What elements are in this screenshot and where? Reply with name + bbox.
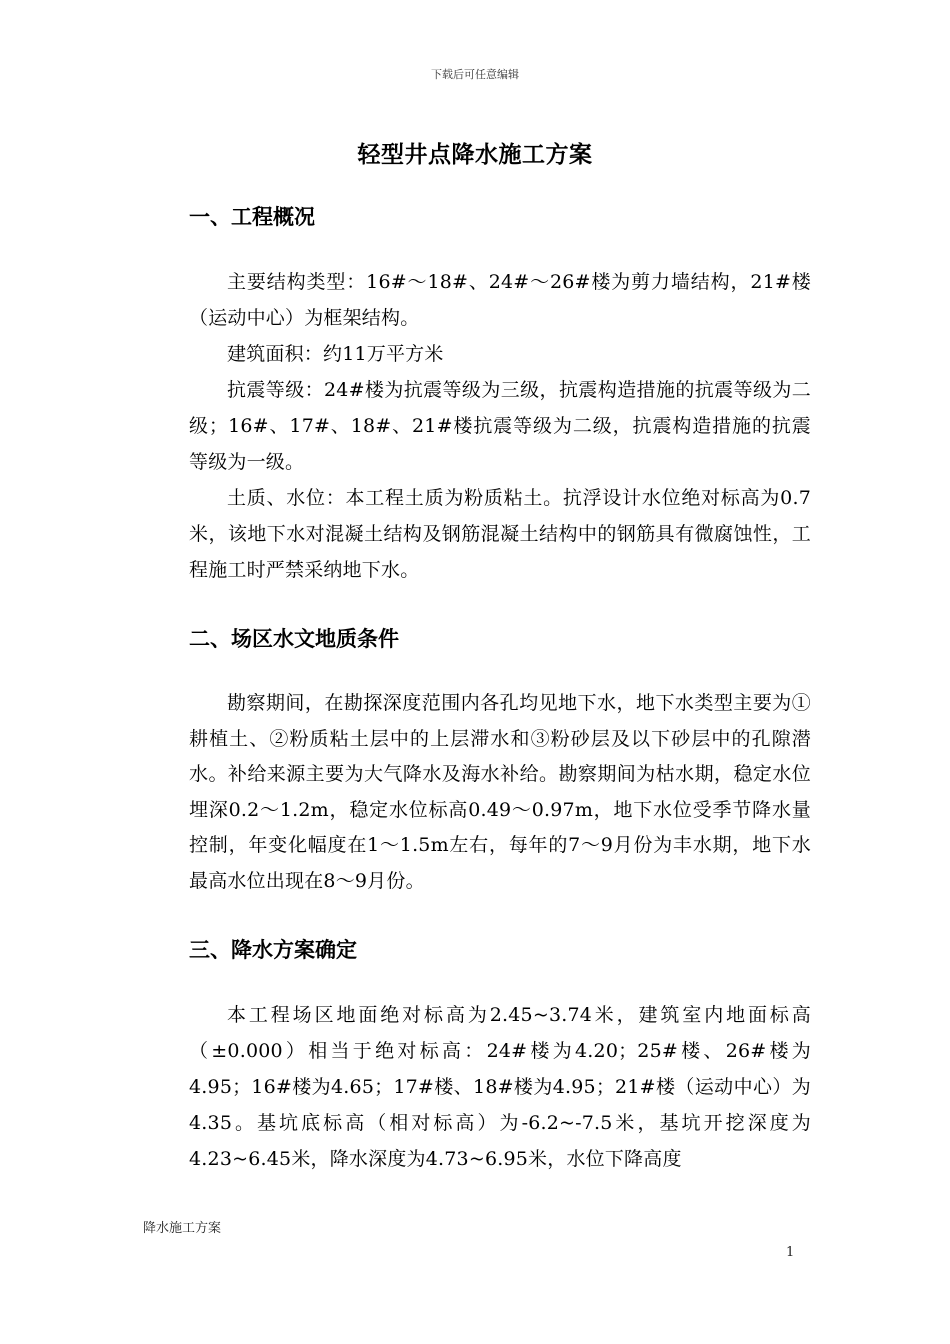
paragraph-structure-type: 主要结构类型：16#～18#、24#～26#楼为剪力墙结构，21#楼（运动中心）为框架结构。: [189, 271, 811, 329]
spacer: [189, 971, 811, 997]
page-number: 1: [786, 1245, 795, 1260]
header-note: 下载后可任意编辑: [431, 68, 519, 81]
document-body: [189, 196, 811, 1177]
section-heading-hydrogeology: 二、场区水文地质条件: [189, 627, 399, 651]
spacer: [189, 238, 811, 264]
paragraph-seismic-grade: 抗震等级：24#楼为抗震等级为三级，抗震构造措施的抗震等级为二级；16#、17#、18#、21#楼抗震等级为二级，抗震构造措施的抗震等级为一级。: [189, 379, 811, 473]
section-heading-overview: 一、工程概况: [189, 205, 315, 229]
document-title: 轻型井点降水施工方案: [357, 142, 593, 168]
spacer: [189, 588, 811, 618]
spacer: [189, 899, 811, 929]
footer-doc-name: 降水施工方案: [143, 1221, 222, 1236]
paragraph-soil-water: 土质、水位：本工程土质为粉质粘土。抗浮设计水位绝对标高为0.7米，该地下水对混凝土结构及钢筋混凝土结构中的钢筋具有微腐蚀性，工程施工时严禁采纳地下水。: [189, 487, 811, 581]
section-heading-dewatering-plan: 三、降水方案确定: [189, 938, 357, 962]
spacer: [189, 660, 811, 686]
paragraph-hydrogeology: 勘察期间，在勘探深度范围内各孔均见地下水，地下水类型主要为①耕植土、②粉质粘土层中的上层滞水和③粉砂层及以下砂层中的孔隙潜水。补给来源主要为大气降水及海水补给。勘察期间为枯水期，稳定水位埋深0.2～1.2m，稳定水位标高0.49～0.97m，地下水位受季节降水量控制，年变化幅度在1～1.5m左右，每年的7～9月份为丰水期，地下水最高水位出现在8～9月份。: [189, 692, 811, 892]
paragraph-building-area: 建筑面积：约11万平方米: [227, 343, 444, 365]
paragraph-dewatering-plan: 本工程场区地面绝对标高为2.45~3.74米，建筑室内地面标高（±0.000）相当于绝对标高：24#楼为4.20；25#楼、26#楼为4.95；16#楼为4.65；17#楼、18#楼为4.95；21#楼（运动中心）为4.35。基坑底标高（相对标高）为-6.2~-7.5米，基坑开挖深度为4.23~6.45米，降水深度为4.73~6.95米，水位下降高度: [189, 1004, 811, 1170]
